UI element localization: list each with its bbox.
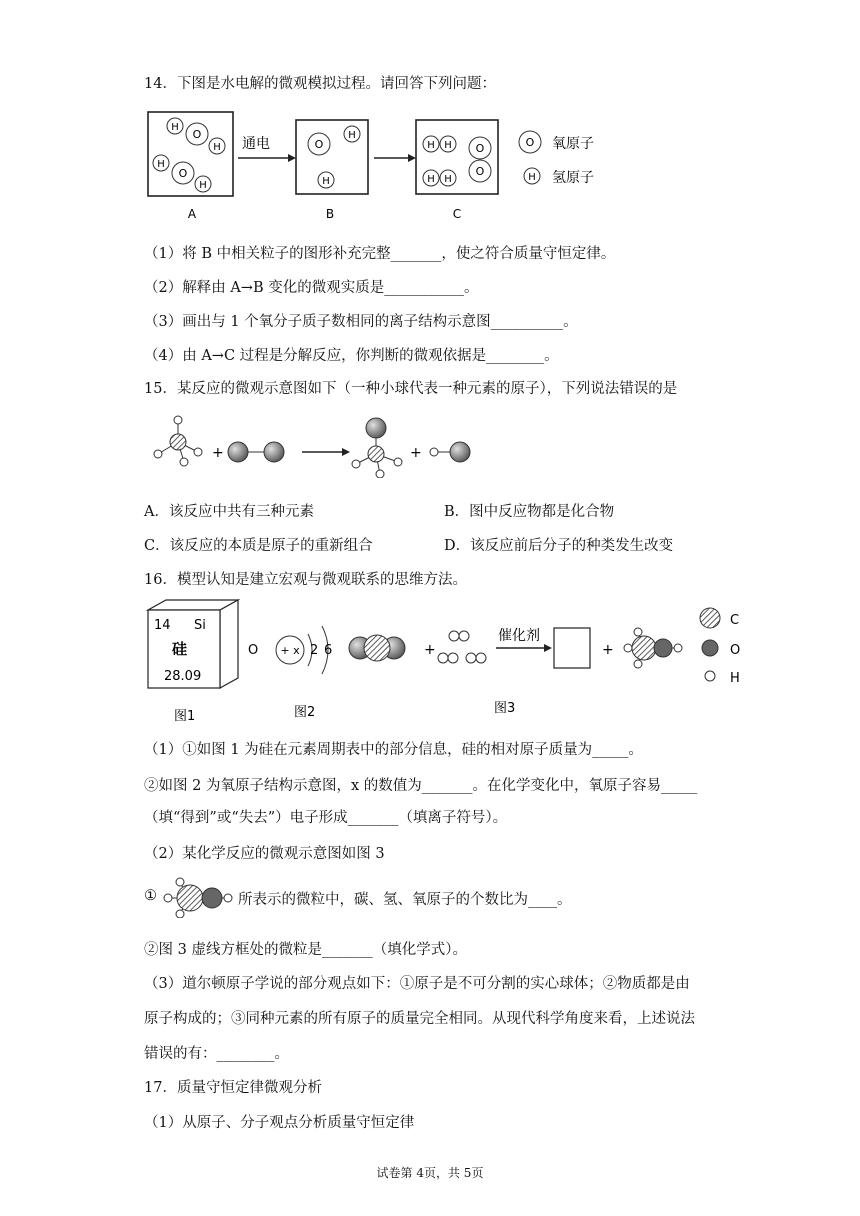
svg-text:H: H (528, 172, 536, 183)
q16-line-8: 原子构成的；③同种元素的所有原子的质量完全相同。从现代科学角度来看，上述说法 (144, 1011, 695, 1027)
svg-text:Si: Si (194, 618, 206, 633)
svg-text:H: H (213, 142, 221, 153)
q17-line-1: （1）从原子、分子观点分析质量守恒定律 (144, 1115, 415, 1131)
svg-text:+: + (410, 445, 422, 461)
product-molecule-2 (430, 442, 470, 462)
svg-text:O: O (475, 165, 485, 178)
svg-text:H: H (427, 174, 435, 185)
h2-molecules (438, 631, 486, 663)
oxygen-atom-structure (248, 626, 332, 674)
q15-option-c: C．该反应的本质是原子的重新组合 (144, 538, 373, 554)
svg-text:H: H (322, 176, 330, 187)
arrow-label: 通电 (242, 136, 270, 152)
svg-text:O: O (248, 643, 259, 658)
q16-line-1: （1）①如图 1 为硅在元素周期表中的部分信息，硅的相对原子质量为_____。 (144, 742, 643, 758)
q14-figure (146, 108, 616, 224)
q16-line-4: （2）某化学反应的微观示意图如图 3 (144, 846, 385, 862)
svg-text:H: H (171, 122, 179, 133)
blank-box (554, 628, 590, 668)
reactant-molecule-1 (154, 416, 202, 466)
q16-line-2: ②如图 2 为氧原子结构示意图，x 的数值为_______。在化学变化中，氧原子容易_____ (144, 778, 698, 794)
svg-text:O: O (314, 138, 324, 151)
co2-like-molecule (349, 635, 405, 661)
label-a: A (187, 207, 197, 221)
svg-text:+: + (212, 445, 224, 461)
label-b: B (325, 207, 335, 221)
q17-title: 17．质量守恒定律微观分析 (144, 1080, 322, 1096)
q14-item-3: （3）画出与 1 个氧分子质子数相同的离子结构示意图__________。 (144, 314, 578, 330)
svg-text:O: O (192, 128, 202, 141)
svg-text:+ x: + x (280, 644, 300, 657)
inline-methanol-molecule (162, 876, 236, 918)
q15-option-a: A．该反应中共有三种元素 (144, 504, 314, 520)
svg-text:H: H (444, 140, 452, 151)
product-molecule-1 (352, 418, 402, 478)
svg-text:C: C (730, 613, 740, 628)
svg-text:2: 2 (310, 643, 319, 658)
svg-text:H: H (348, 130, 356, 141)
svg-text:14: 14 (154, 618, 171, 633)
svg-text:H: H (730, 671, 740, 686)
q15-option-b: B．图中反应物都是化合物 (444, 504, 615, 520)
q16-line-6: ②图 3 虚线方框处的微粒是_______（填化学式）。 (144, 942, 467, 958)
q14-item-1: （1）将 B 中相关粒子的图形补充完整_______，使之符合质量守恒定律。 (144, 246, 616, 262)
catalyst-label: 催化剂 (498, 628, 540, 644)
q15-figure (146, 412, 486, 478)
svg-text:28.09: 28.09 (164, 669, 202, 684)
silicon-element-card (148, 600, 238, 688)
q16-line-5: 所表示的微粒中，碳、氢、氧原子的个数比为____。 (238, 892, 572, 908)
svg-text:O: O (525, 136, 535, 149)
q16-line-7: （3）道尔顿原子学说的部分观点如下：①原子是不可分割的实心球体；②物质都是由 (144, 976, 690, 992)
svg-text:硅: 硅 (172, 640, 188, 658)
q14-item-4: （4）由 A→C 过程是分解反应，你判断的微观依据是________。 (144, 348, 559, 364)
label-c: C (452, 207, 462, 221)
svg-text:6: 6 (324, 643, 333, 658)
methanol-molecule (624, 628, 682, 668)
svg-text:O: O (178, 167, 188, 180)
fig2-caption: 图2 (294, 705, 316, 720)
svg-text:+: + (602, 642, 614, 658)
fig1-caption: 图1 (174, 709, 196, 724)
svg-text:+: + (424, 642, 436, 658)
svg-text:H: H (427, 140, 435, 151)
legend-oxygen: 氧原子 (552, 136, 594, 152)
q14-item-2: （2）解释由 A→B 变化的微观实质是___________。 (144, 280, 479, 296)
svg-text:O: O (475, 142, 485, 155)
svg-text:H: H (157, 159, 165, 170)
q15-title: 15．某反应的微观示意图如下（一种小球代表一种元素的原子），下列说法错误的是 (144, 381, 678, 397)
page-footer: 试卷第 4页，共 5页 (376, 1166, 484, 1180)
q16-line-5-prefix: ① (144, 888, 157, 904)
q16-line-3: （填“得到”或“失去”）电子形成_______（填离子符号）。 (144, 810, 508, 826)
q16-title: 16．模型认知是建立宏观与微观联系的思维方法。 (144, 572, 467, 588)
q15-option-d: D．该反应前后分子的种类发生改变 (444, 538, 674, 554)
svg-text:H: H (444, 174, 452, 185)
q16-line-9: 错误的有：________。 (144, 1046, 289, 1062)
svg-text:O: O (730, 643, 741, 658)
legend-hydrogen: 氢原子 (552, 170, 594, 186)
reactant-molecule-2 (228, 442, 284, 462)
q14-title: 14．下图是水电解的微观模拟过程。请回答下列问题： (144, 76, 496, 92)
svg-text:H: H (199, 180, 207, 191)
fig3-caption: 图3 (494, 701, 516, 716)
q16-figure (144, 596, 756, 724)
